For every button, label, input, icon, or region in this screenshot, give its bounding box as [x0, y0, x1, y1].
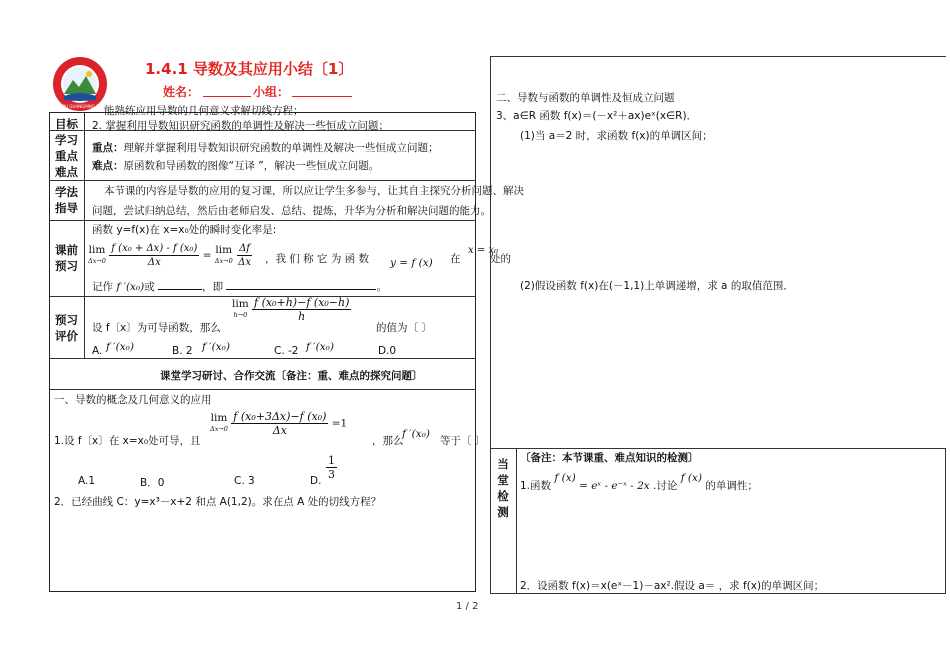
check-divider: [516, 448, 517, 594]
preview-formula: lim Δx→0 $\frac{\text{f (x₀ + Δx) - f (x₀)}}{\Delta x}$ = lim Δx→0 $\frac{\Delta f}{\Delta x}$: [88, 243, 251, 268]
option-b-value: f ′(x₀): [202, 341, 230, 353]
preview-intro: 函数 y=f(x)在 x=x₀处的瞬时变化率是:: [92, 224, 277, 236]
question-1-tail: ，那么: [372, 435, 404, 447]
preview-mid: ，我 们 称 它 为 函 数: [265, 253, 370, 265]
method-line-2: 问题，尝试归纳总结，然后由老师启发、总结、提炼，升华为分析和解决问题的能力。: [92, 205, 491, 217]
eval-label: 预习 评价: [55, 313, 78, 343]
part1-title: 一、导数的概念及几何意义的应用: [54, 394, 212, 406]
option-a: A.: [92, 345, 103, 357]
preview-place: 处的: [490, 253, 511, 265]
right-top-border: [490, 56, 946, 57]
q1-option-d: D.: [310, 475, 322, 487]
q1-option-c: C. 3: [234, 475, 255, 487]
key-point: 重点：理解并掌握利用导数知识研究函数的单调性及解决一些恒成立问题；: [92, 142, 439, 154]
question-2: 2．已经曲线 C：y=x³－x+2 和点 A(1,2)。求在点 A 处的切线方程？: [54, 496, 382, 508]
q1-option-d-fraction: $\frac{1}{3}$: [328, 454, 335, 481]
question-3-1: (1)当 a＝2 时，求函数 f(x)的单调区间；: [520, 130, 713, 142]
preview-at: 在: [450, 253, 461, 265]
question-1: 1.设 f〔x〕在 x=x₀处可导，且: [54, 435, 201, 447]
option-a-value: f ′(x₀): [106, 341, 134, 353]
row-divider: [49, 180, 476, 181]
method-label: 学法 指导: [55, 185, 78, 215]
eval-options: [92, 341, 472, 357]
option-b: B. 2: [172, 345, 193, 357]
eval-tail: 的值为〔 〕: [376, 322, 432, 334]
name-blank: [203, 96, 251, 97]
question-3: 3、a∈R 函数 f(x)＝(－x²＋ax)eˣ(x∈R)．: [496, 110, 698, 122]
question-1-end: 等于〔 〕: [440, 435, 486, 447]
option-c-value: f ′(x₀): [306, 341, 334, 353]
preview-notation: 记作 f ′(x₀)或 ，即 。: [92, 281, 387, 293]
check-q1: 1.函数 f (x) = eˣ - e⁻ˣ - 2x .讨论 f (x) 的单调性；: [520, 472, 758, 492]
eval-question: 设 f〔x〕为可导函数，那么: [92, 322, 221, 334]
goal-2: 2. 掌握利用导数知识研究函数的单调性及解决一些恒成立问题；: [92, 120, 389, 132]
preview-x: x = x₀: [468, 245, 499, 256]
question-1-fx: f ′(x₀): [402, 428, 430, 440]
logo-text: WENZHOU GUANGMING SCHOOL: [48, 104, 112, 109]
name-label: 姓名：: [163, 85, 200, 99]
row-divider: [49, 220, 476, 221]
preview-label: 课前 预习: [55, 243, 78, 273]
question-1-options: [78, 454, 378, 490]
check-q2: 2．设函数 f(x)＝x(eˣ－1)－ax².假设 a＝ ，求 f(x)的单调区间；: [520, 580, 825, 592]
goals-label: 目标: [55, 117, 78, 131]
group-blank: [292, 96, 352, 97]
check-header: 〔备注：本节课重、难点知识的检测〕: [520, 452, 699, 464]
option-c: C. -2: [274, 345, 299, 357]
page-number: 1 / 2: [456, 601, 479, 612]
check-label: 当 堂 检 测: [497, 457, 509, 519]
preview-function: y = f (x): [390, 257, 433, 269]
option-d: D.0: [378, 345, 397, 357]
row-divider: [49, 389, 476, 390]
hard-point: 难点：原函数和导函数的图像“互译 ”，解决一些恒成立问题。: [92, 160, 380, 172]
row-divider: [49, 358, 476, 359]
question-3-2: (2)假设函数 f(x)在(－1,1)上单调递增，求 a 的取值范围．: [520, 280, 794, 292]
part2-title: 二、导数与函数的单调性及恒成立问题: [496, 92, 675, 104]
goal-1: 能熟练应用导数的几何意义求解切线方程；: [104, 105, 304, 117]
question-1-limit: lim Δx→0 $\frac{\text{f (x₀+3Δx)−f (x₀)}}{\Delta x}$ =1: [210, 410, 348, 437]
q1-option-b: B．0: [140, 477, 165, 489]
left-label-divider: [84, 112, 85, 358]
page-title: 1.4.1 导数及其应用小结〔1〕: [145, 60, 354, 78]
school-logo: [48, 56, 112, 112]
group-label: 小组：: [253, 85, 290, 99]
key-label: 学习 重点 难点: [55, 133, 78, 179]
section-header: 课堂学习研讨、合作交流〔备注：重、难点的探究问题〕: [160, 370, 423, 382]
method-line-1: 本节课的内容是导数的应用的复习课，所以应让学生多参与，让其自主探究分析问题、解决: [104, 185, 524, 197]
eval-limit: lim h→0 $\frac{\text{f (x₀+h)−f (x₀−h)}}{h}$: [232, 296, 350, 323]
q1-option-a: A.1: [78, 475, 96, 487]
school-badge-icon: [48, 56, 112, 112]
